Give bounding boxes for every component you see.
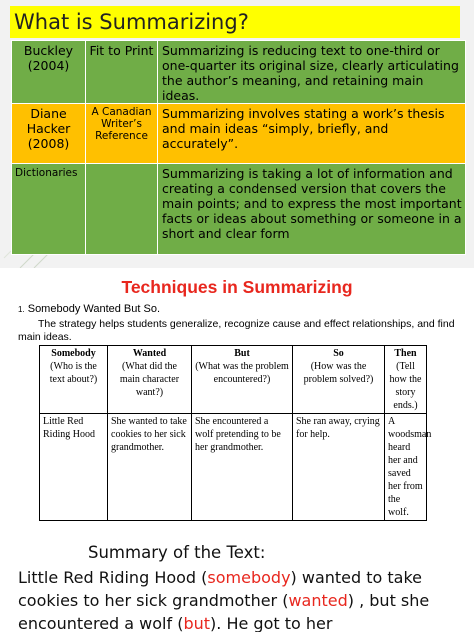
header-then: Then (Tell how the story ends.) [385,346,427,414]
summary-keyword-but: but [183,614,211,632]
cell-but: She encountered a wolf pretending to be her grandmother. [192,414,293,521]
slide-what-is-summarizing [0,0,474,268]
summary-segment: ) , but she encountered a wolf ( [18,591,430,632]
cell-somebody: Little Red Riding Hood [40,414,108,521]
header-wanted: Wanted (What did the main character want?) [108,346,192,414]
work-cell: A Canadian Writer’s Reference [86,104,158,164]
cell-so: She ran away, crying for help. [293,414,385,521]
source-cell: Diane Hacker (2008) [12,104,86,164]
somebody-wanted-but-so-table [39,345,432,521]
source-cell: Buckley (2004) [12,41,86,104]
work-cell [86,164,158,255]
technique-heading [18,303,160,316]
definition-cell: Summarizing involves stating a work’s thesis and main ideas “simply, briefly, and accurately”. [158,104,466,164]
item-title: Somebody Wanted But So. [24,303,161,315]
header-but: But (What was the problem encountered?) [192,346,293,414]
cell-then: A woodsman heard her and saved her from the wolf. [385,414,427,521]
definitions-table [11,40,466,255]
work-cell: Fit to Print [86,41,158,104]
summary-text [18,566,474,632]
slide-title: What is Summarizing? [10,6,460,38]
techniques-title: Techniques in Summarizing [121,277,353,297]
summary-segment: ) wanted to take cookies to her sick grandmother ( [18,568,423,610]
table-row [40,414,427,521]
cell-wanted: She wanted to take cookies to her sick grandmother. [108,414,192,521]
summary-keyword-somebody: somebody [207,568,291,587]
header-so: So (How was the problem solved?) [293,346,385,414]
header-somebody: Somebody (Who is the text about?) [40,346,108,414]
technique-description: The strategy helps students generalize, recognize cause and effect relationships, and find main ideas. [18,318,455,343]
table-row [12,41,466,104]
table-row [12,164,466,255]
summary-heading: Summary of the Text: [88,543,266,562]
summary-segment: ). He got to her [210,614,333,632]
table-row [12,104,466,164]
source-cell: Dictionaries [12,164,86,255]
item-number: 1. [18,305,25,314]
definition-cell: Summarizing is taking a lot of information and creating a condensed version that covers the main points; and to express the most important facts or ideas about something or someone in a short and clear form [158,164,466,255]
summary-keyword-wanted: wanted [288,591,348,610]
definition-cell: Summarizing is reducing text to one-third or one-quarter its original size, clearly articulating the author’s meaning, and retaining main ideas. [158,41,466,104]
table-header-row [40,346,427,414]
summary-segment: Little Red Riding Hood ( [18,568,208,587]
